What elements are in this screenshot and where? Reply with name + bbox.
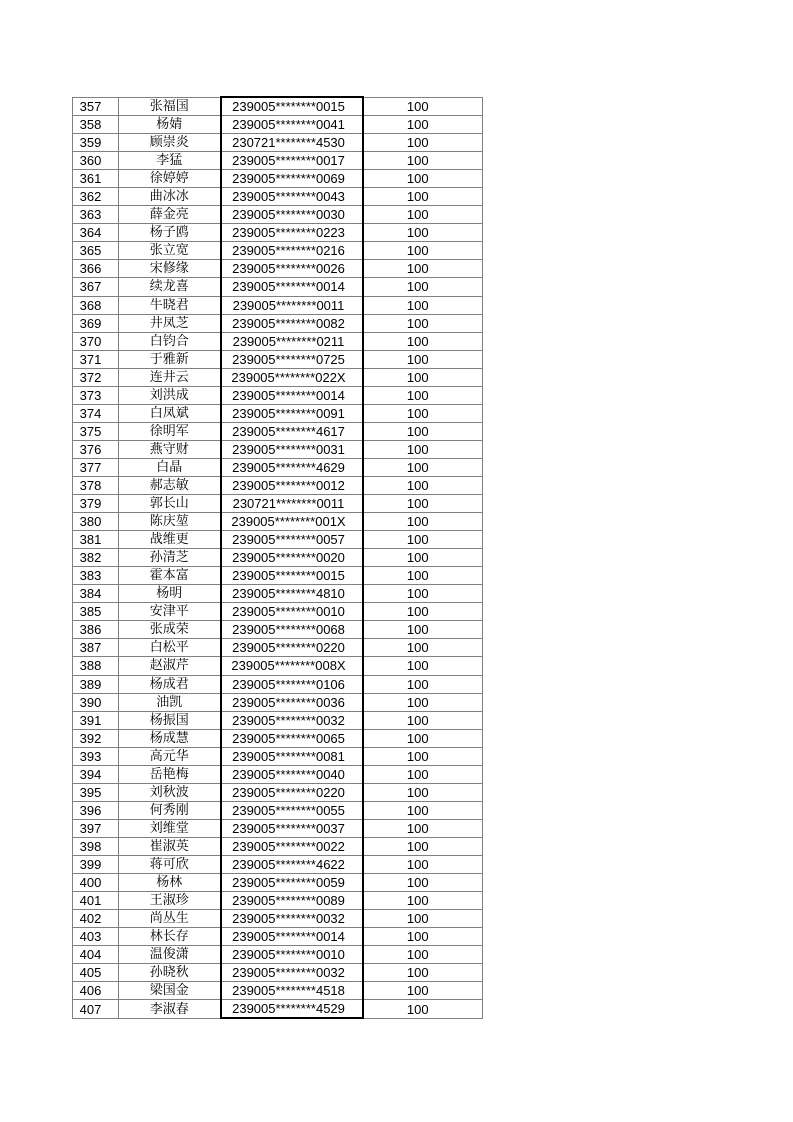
table-row	[73, 134, 483, 152]
table-row	[73, 801, 483, 819]
row-number-cell: 399	[73, 855, 119, 873]
amount-cell: 100	[363, 495, 483, 513]
amount-cell: 100	[363, 332, 483, 350]
name-cell: 李淑春	[119, 1000, 221, 1019]
table-row	[73, 350, 483, 368]
row-number-cell: 364	[73, 224, 119, 242]
id-number-cell: 239005********001X	[221, 513, 363, 531]
amount-cell: 100	[363, 964, 483, 982]
row-number-cell: 381	[73, 531, 119, 549]
row-number-cell: 390	[73, 693, 119, 711]
name-cell: 连井云	[119, 368, 221, 386]
row-number-cell: 382	[73, 549, 119, 567]
id-number-cell: 239005********0211	[221, 332, 363, 350]
table-row	[73, 964, 483, 982]
name-cell: 战维更	[119, 531, 221, 549]
table-row	[73, 206, 483, 224]
amount-cell: 100	[363, 729, 483, 747]
id-number-cell: 239005********0014	[221, 386, 363, 404]
name-cell: 崔淑英	[119, 837, 221, 855]
amount-cell: 100	[363, 783, 483, 801]
data-table	[72, 96, 483, 1019]
row-number-cell: 362	[73, 188, 119, 206]
amount-cell: 100	[363, 675, 483, 693]
id-number-cell: 239005********4617	[221, 422, 363, 440]
row-number-cell: 376	[73, 440, 119, 458]
id-number-cell: 239005********4529	[221, 1000, 363, 1019]
id-number-cell: 239005********0010	[221, 603, 363, 621]
id-number-cell: 239005********0030	[221, 206, 363, 224]
name-cell: 张成荣	[119, 621, 221, 639]
id-number-cell: 239005********0017	[221, 152, 363, 170]
id-number-cell: 239005********4518	[221, 982, 363, 1000]
row-number-cell: 400	[73, 874, 119, 892]
table-row	[73, 711, 483, 729]
amount-cell: 100	[363, 134, 483, 152]
amount-cell: 100	[363, 549, 483, 567]
amount-cell: 100	[363, 404, 483, 422]
row-number-cell: 373	[73, 386, 119, 404]
name-cell: 曲冰冰	[119, 188, 221, 206]
id-number-cell: 239005********0216	[221, 242, 363, 260]
row-number-cell: 396	[73, 801, 119, 819]
row-number-cell: 405	[73, 964, 119, 982]
name-cell: 白松平	[119, 639, 221, 657]
table-row	[73, 1000, 483, 1019]
id-number-cell: 239005********0043	[221, 188, 363, 206]
id-number-cell: 239005********0059	[221, 874, 363, 892]
amount-cell: 100	[363, 855, 483, 873]
id-number-cell: 239005********0011	[221, 296, 363, 314]
name-cell: 王淑珍	[119, 892, 221, 910]
name-cell: 刘洪成	[119, 386, 221, 404]
amount-cell: 100	[363, 910, 483, 928]
id-number-cell: 239005********0725	[221, 350, 363, 368]
amount-cell: 100	[363, 440, 483, 458]
table-row	[73, 152, 483, 170]
row-number-cell: 380	[73, 513, 119, 531]
name-cell: 高元华	[119, 747, 221, 765]
row-number-cell: 384	[73, 585, 119, 603]
row-number-cell: 398	[73, 837, 119, 855]
id-number-cell: 239005********0091	[221, 404, 363, 422]
row-number-cell: 389	[73, 675, 119, 693]
id-number-cell: 239005********008X	[221, 657, 363, 675]
table-row	[73, 585, 483, 603]
amount-cell: 100	[363, 422, 483, 440]
table-row	[73, 567, 483, 585]
name-cell: 安津平	[119, 603, 221, 621]
table-row	[73, 422, 483, 440]
id-number-cell: 239005********0020	[221, 549, 363, 567]
name-cell: 郭长山	[119, 495, 221, 513]
row-number-cell: 377	[73, 458, 119, 476]
amount-cell: 100	[363, 152, 483, 170]
amount-cell: 100	[363, 296, 483, 314]
id-number-cell: 239005********4622	[221, 855, 363, 873]
table-row	[73, 242, 483, 260]
row-number-cell: 363	[73, 206, 119, 224]
row-number-cell: 401	[73, 892, 119, 910]
name-cell: 孙清芝	[119, 549, 221, 567]
table-row	[73, 765, 483, 783]
amount-cell: 100	[363, 531, 483, 549]
name-cell: 郝志敏	[119, 476, 221, 494]
name-cell: 岳艳梅	[119, 765, 221, 783]
table-row	[73, 874, 483, 892]
name-cell: 牛晓君	[119, 296, 221, 314]
row-number-cell: 392	[73, 729, 119, 747]
name-cell: 杨婧	[119, 116, 221, 134]
name-cell: 何秀刚	[119, 801, 221, 819]
name-cell: 井凤芝	[119, 314, 221, 332]
name-cell: 宋修缘	[119, 260, 221, 278]
row-number-cell: 391	[73, 711, 119, 729]
table-row	[73, 783, 483, 801]
table-row	[73, 729, 483, 747]
row-number-cell: 395	[73, 783, 119, 801]
amount-cell: 100	[363, 170, 483, 188]
row-number-cell: 359	[73, 134, 119, 152]
id-number-cell: 230721********4530	[221, 134, 363, 152]
id-number-cell: 239005********0068	[221, 621, 363, 639]
amount-cell: 100	[363, 116, 483, 134]
id-number-cell: 239005********0032	[221, 910, 363, 928]
name-cell: 薛金亮	[119, 206, 221, 224]
row-number-cell: 374	[73, 404, 119, 422]
table-row	[73, 747, 483, 765]
id-number-cell: 239005********0082	[221, 314, 363, 332]
name-cell: 孙晓秋	[119, 964, 221, 982]
table-row	[73, 928, 483, 946]
name-cell: 续龙喜	[119, 278, 221, 296]
id-number-cell: 239005********4810	[221, 585, 363, 603]
table-row	[73, 332, 483, 350]
amount-cell: 100	[363, 801, 483, 819]
table-row	[73, 495, 483, 513]
id-number-cell: 239005********0220	[221, 783, 363, 801]
id-number-cell: 239005********0065	[221, 729, 363, 747]
row-number-cell: 361	[73, 170, 119, 188]
amount-cell: 100	[363, 386, 483, 404]
name-cell: 杨子鸥	[119, 224, 221, 242]
amount-cell: 100	[363, 982, 483, 1000]
table-row	[73, 278, 483, 296]
table-row	[73, 531, 483, 549]
id-number-cell: 239005********0015	[221, 567, 363, 585]
amount-cell: 100	[363, 639, 483, 657]
amount-cell: 100	[363, 314, 483, 332]
table-row	[73, 675, 483, 693]
name-cell: 徐婷婷	[119, 170, 221, 188]
table-row	[73, 693, 483, 711]
id-number-cell: 239005********0057	[221, 531, 363, 549]
table-row	[73, 296, 483, 314]
name-cell: 杨成慧	[119, 729, 221, 747]
table-row	[73, 657, 483, 675]
id-number-cell: 239005********0022	[221, 837, 363, 855]
row-number-cell: 402	[73, 910, 119, 928]
amount-cell: 100	[363, 476, 483, 494]
row-number-cell: 358	[73, 116, 119, 134]
table-row	[73, 404, 483, 422]
table-row	[73, 440, 483, 458]
id-number-cell: 239005********0014	[221, 928, 363, 946]
table-row	[73, 368, 483, 386]
name-cell: 白凤斌	[119, 404, 221, 422]
amount-cell: 100	[363, 657, 483, 675]
table-row	[73, 386, 483, 404]
amount-cell: 100	[363, 206, 483, 224]
id-number-cell: 239005********0014	[221, 278, 363, 296]
name-cell: 尚丛生	[119, 910, 221, 928]
name-cell: 刘秋波	[119, 783, 221, 801]
row-number-cell: 368	[73, 296, 119, 314]
table-row	[73, 549, 483, 567]
id-number-cell: 239005********0089	[221, 892, 363, 910]
table-row	[73, 837, 483, 855]
amount-cell: 100	[363, 350, 483, 368]
table-row	[73, 819, 483, 837]
row-number-cell: 367	[73, 278, 119, 296]
amount-cell: 100	[363, 747, 483, 765]
amount-cell: 100	[363, 892, 483, 910]
row-number-cell: 378	[73, 476, 119, 494]
id-number-cell: 239005********0106	[221, 675, 363, 693]
amount-cell: 100	[363, 765, 483, 783]
amount-cell: 100	[363, 928, 483, 946]
table-row	[73, 621, 483, 639]
id-number-cell: 239005********0069	[221, 170, 363, 188]
amount-cell: 100	[363, 513, 483, 531]
row-number-cell: 397	[73, 819, 119, 837]
row-number-cell: 404	[73, 946, 119, 964]
table-row	[73, 97, 483, 116]
name-cell: 徐明军	[119, 422, 221, 440]
name-cell: 燕守财	[119, 440, 221, 458]
amount-cell: 100	[363, 97, 483, 116]
name-cell: 蒋可欣	[119, 855, 221, 873]
row-number-cell: 387	[73, 639, 119, 657]
row-number-cell: 370	[73, 332, 119, 350]
amount-cell: 100	[363, 224, 483, 242]
name-cell: 梁国金	[119, 982, 221, 1000]
table-row	[73, 476, 483, 494]
name-cell: 李猛	[119, 152, 221, 170]
id-number-cell: 239005********0012	[221, 476, 363, 494]
amount-cell: 100	[363, 585, 483, 603]
name-cell: 油凯	[119, 693, 221, 711]
name-cell: 杨明	[119, 585, 221, 603]
amount-cell: 100	[363, 621, 483, 639]
row-number-cell: 357	[73, 97, 119, 116]
row-number-cell: 385	[73, 603, 119, 621]
row-number-cell: 403	[73, 928, 119, 946]
table-row	[73, 855, 483, 873]
row-number-cell: 360	[73, 152, 119, 170]
id-number-cell: 239005********0015	[221, 97, 363, 116]
name-cell: 温俊潇	[119, 946, 221, 964]
table-row	[73, 260, 483, 278]
row-number-cell: 406	[73, 982, 119, 1000]
table-row	[73, 982, 483, 1000]
table-row	[73, 188, 483, 206]
id-number-cell: 239005********0032	[221, 711, 363, 729]
amount-cell: 100	[363, 946, 483, 964]
amount-cell: 100	[363, 567, 483, 585]
name-cell: 赵淑芹	[119, 657, 221, 675]
table-row	[73, 910, 483, 928]
name-cell: 于雅新	[119, 350, 221, 368]
amount-cell: 100	[363, 603, 483, 621]
amount-cell: 100	[363, 278, 483, 296]
id-number-cell: 239005********0036	[221, 693, 363, 711]
name-cell: 杨林	[119, 874, 221, 892]
id-number-cell: 239005********0040	[221, 765, 363, 783]
id-number-cell: 239005********0041	[221, 116, 363, 134]
table-row	[73, 603, 483, 621]
table-row	[73, 946, 483, 964]
table-body	[73, 97, 483, 1018]
row-number-cell: 393	[73, 747, 119, 765]
name-cell: 陈庆堃	[119, 513, 221, 531]
row-number-cell: 388	[73, 657, 119, 675]
row-number-cell: 383	[73, 567, 119, 585]
row-number-cell: 365	[73, 242, 119, 260]
id-number-cell: 239005********022X	[221, 368, 363, 386]
name-cell: 林长存	[119, 928, 221, 946]
table-row	[73, 170, 483, 188]
id-number-cell: 239005********0031	[221, 440, 363, 458]
id-number-cell: 239005********0223	[221, 224, 363, 242]
name-cell: 杨成君	[119, 675, 221, 693]
row-number-cell: 372	[73, 368, 119, 386]
row-number-cell: 386	[73, 621, 119, 639]
amount-cell: 100	[363, 260, 483, 278]
row-number-cell: 371	[73, 350, 119, 368]
name-cell: 张福国	[119, 97, 221, 116]
name-cell: 顾崇炎	[119, 134, 221, 152]
amount-cell: 100	[363, 242, 483, 260]
amount-cell: 100	[363, 837, 483, 855]
id-number-cell: 239005********0032	[221, 964, 363, 982]
name-cell: 霍本富	[119, 567, 221, 585]
name-cell: 刘维堂	[119, 819, 221, 837]
amount-cell: 100	[363, 368, 483, 386]
table-row	[73, 458, 483, 476]
name-cell: 杨振国	[119, 711, 221, 729]
id-number-cell: 239005********0026	[221, 260, 363, 278]
table-row	[73, 116, 483, 134]
table-row	[73, 224, 483, 242]
table-row	[73, 314, 483, 332]
row-number-cell: 375	[73, 422, 119, 440]
table-row	[73, 639, 483, 657]
name-cell: 白晶	[119, 458, 221, 476]
row-number-cell: 366	[73, 260, 119, 278]
table-row	[73, 892, 483, 910]
id-number-cell: 239005********0055	[221, 801, 363, 819]
amount-cell: 100	[363, 188, 483, 206]
amount-cell: 100	[363, 1000, 483, 1019]
name-cell: 白钧合	[119, 332, 221, 350]
row-number-cell: 407	[73, 1000, 119, 1019]
id-number-cell: 239005********0220	[221, 639, 363, 657]
id-number-cell: 239005********4629	[221, 458, 363, 476]
amount-cell: 100	[363, 819, 483, 837]
row-number-cell: 369	[73, 314, 119, 332]
id-number-cell: 239005********0010	[221, 946, 363, 964]
amount-cell: 100	[363, 693, 483, 711]
amount-cell: 100	[363, 874, 483, 892]
id-number-cell: 239005********0037	[221, 819, 363, 837]
id-number-cell: 230721********0011	[221, 495, 363, 513]
table-row	[73, 513, 483, 531]
amount-cell: 100	[363, 711, 483, 729]
row-number-cell: 379	[73, 495, 119, 513]
name-cell: 张立宽	[119, 242, 221, 260]
amount-cell: 100	[363, 458, 483, 476]
id-number-cell: 239005********0081	[221, 747, 363, 765]
row-number-cell: 394	[73, 765, 119, 783]
